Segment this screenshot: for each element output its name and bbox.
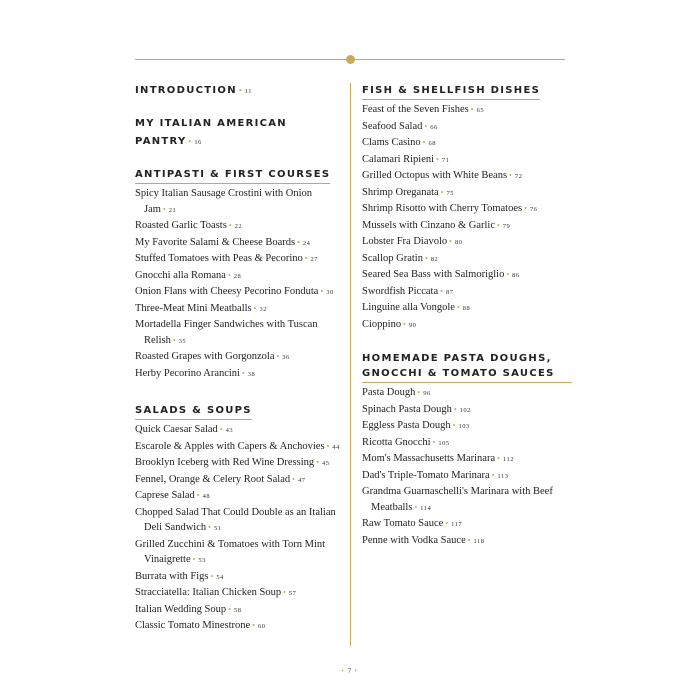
leader-dot: • (497, 454, 500, 463)
recipe-entry[interactable] (135, 218, 340, 235)
leader-dot: • (491, 470, 495, 480)
recipe-title: Swordfish Piccata (362, 285, 439, 297)
leader-dot: • (424, 253, 428, 263)
recipe-page-number: 43 (225, 427, 234, 434)
recipe-title: Caprese Salad (135, 490, 195, 501)
recipe-entry[interactable] (362, 185, 572, 202)
recipe-page-number: 45 (321, 460, 330, 467)
recipe-page-number: 71 (441, 156, 450, 164)
recipe-entry[interactable] (135, 472, 340, 489)
recipe-page-number: 90 (408, 321, 417, 329)
recipe-entry[interactable] (135, 284, 340, 301)
recipe-page-number: 102 (459, 406, 471, 414)
leader-dot: • (509, 171, 512, 180)
recipe-page-number: 58 (233, 606, 242, 614)
leader-dot: • (456, 303, 460, 312)
recipe-title: Feast of the Seven Fishes (362, 104, 469, 115)
leader-dot: • (424, 121, 428, 131)
leader-dot: • (440, 187, 444, 197)
leader-dot: • (283, 588, 286, 597)
leader-dot: • (524, 204, 527, 213)
recipe-entry[interactable] (135, 301, 340, 318)
recipe-entry[interactable] (362, 516, 572, 533)
recipe-entry[interactable] (135, 366, 340, 383)
recipe-page-number: 60 (257, 623, 266, 630)
recipe-page-number: 36 (282, 354, 290, 361)
recipe-page-number: 105 (438, 439, 450, 447)
recipe-title: Mortadella Finger Sandwiches with Tuscan Relish (135, 319, 318, 346)
section-heading-text: HOMEMADE PASTA DOUGHS, GNOCCHI & TOMATO SAUCES (362, 351, 572, 383)
recipe-title: Onion Flans with Cheesy Pecorino Fonduta (135, 286, 319, 297)
leader-dot: • (414, 502, 418, 512)
recipe-page-number: 87 (445, 288, 454, 296)
recipe-page-number: 75 (446, 189, 454, 197)
recipe-title: Grandma Guarnaschelli's Marinara with Beef Meatballs (362, 486, 553, 513)
recipe-page-number: 112 (502, 456, 514, 463)
recipe-entry[interactable] (135, 488, 340, 505)
recipe-title: Penne with Vodka Sauce (362, 534, 466, 546)
recipe-entry[interactable] (362, 468, 572, 485)
recipe-page-number: 113 (497, 472, 509, 480)
section-page-number: 11 (244, 88, 252, 95)
recipe-title: Shrimp Oreganata (362, 186, 439, 198)
recipe-page-number: 51 (213, 525, 222, 532)
recipe-entry[interactable] (362, 451, 572, 468)
leader-dot: • (440, 286, 443, 296)
leader-dot: • (172, 335, 176, 345)
recipe-entry[interactable] (362, 317, 572, 334)
recipe-title: Brooklyn Iceberg with Red Wine Dressing (135, 457, 315, 468)
recipe-page-number: 118 (473, 537, 485, 545)
recipe-title: Spinach Pasta Dough (362, 403, 452, 415)
recipe-entry[interactable] (362, 102, 572, 119)
recipe-title: Raw Tomato Sauce (362, 518, 444, 529)
recipe-page-number: 72 (514, 173, 523, 180)
section-heading (135, 113, 340, 149)
recipe-title: Roasted Garlic Toasts (135, 220, 227, 231)
recipe-page-number: 76 (529, 206, 538, 213)
recipe-title: Grilled Zucchini & Tomatoes with Torn Mint Vinaigrette (135, 538, 326, 565)
recipe-entry[interactable] (362, 402, 572, 419)
section-spacer (135, 151, 340, 164)
section-heading-text: MY ITALIAN AMERICAN PANTRY (135, 118, 287, 147)
leader-dot: • (192, 555, 196, 564)
recipe-title: Ricotta Gnocchi (362, 436, 431, 448)
recipe-page-number: 32 (259, 305, 267, 313)
recipe-title: Roasted Grapes with Gorgonzola (135, 351, 275, 362)
leader-dot: • (219, 425, 223, 434)
recipe-page-number: 47 (297, 476, 306, 484)
recipe-page-number: 82 (430, 255, 439, 263)
leader-dot: • (470, 105, 474, 114)
recipe-title: Spicy Italian Sausage Crostini with Onion Jam (135, 188, 313, 215)
recipe-entry[interactable] (362, 284, 572, 301)
recipe-entry[interactable] (362, 135, 572, 152)
recipe-title: Pasta Dough (362, 387, 416, 398)
section-heading (135, 400, 340, 420)
leader-dot: • (162, 204, 166, 214)
recipe-entry[interactable] (135, 439, 340, 456)
right-column (362, 80, 572, 549)
recipe-entry[interactable] (362, 484, 572, 516)
top-ornament-dot (346, 55, 355, 64)
recipe-title: Grilled Octopus with White Beans (362, 170, 508, 181)
section-heading (135, 80, 340, 98)
recipe-title: Burrata with Figs (135, 570, 209, 582)
leader-dot: • (227, 270, 231, 280)
recipe-entry[interactable] (362, 533, 572, 550)
recipe-entry[interactable] (362, 201, 572, 218)
folio-dot-right: • (354, 667, 358, 675)
leader-dot: • (326, 441, 330, 451)
recipe-entry[interactable] (135, 569, 340, 586)
recipe-title: Eggless Pasta Dough (362, 420, 451, 431)
leader-dot: • (436, 154, 439, 164)
recipe-page-number: 57 (288, 590, 297, 597)
leader-dot: • (228, 604, 231, 614)
recipe-title: Italian Wedding Soup (135, 603, 227, 615)
recipe-page-number: 48 (202, 493, 211, 500)
folio-dot-left: • (341, 667, 345, 675)
recipe-page-number: 86 (512, 272, 520, 279)
leader-dot: • (320, 287, 324, 296)
leader-dot: • (188, 137, 192, 146)
recipe-entry[interactable] (362, 234, 572, 251)
recipe-page-number: 27 (310, 256, 319, 263)
recipe-entry[interactable] (362, 418, 572, 435)
recipe-page-number: 21 (168, 206, 177, 214)
recipe-title: Mussels with Cinzano & Garlic (362, 219, 495, 231)
section-heading (362, 351, 572, 383)
recipe-entry[interactable] (362, 385, 572, 402)
leader-dot: • (241, 368, 245, 378)
leader-dot: • (506, 270, 510, 279)
recipe-title: Three-Meat Mini Meatballs (135, 302, 252, 314)
leader-dot: • (467, 535, 471, 545)
recipe-page-number: 96 (423, 390, 431, 397)
recipe-page-number: 24 (302, 239, 311, 247)
recipe-entry[interactable] (362, 267, 572, 284)
leader-dot: • (403, 319, 406, 329)
recipe-title: Seafood Salad (362, 120, 423, 132)
recipe-entry[interactable] (362, 168, 572, 185)
section-page-number: 16 (194, 139, 202, 146)
leader-dot: • (297, 237, 300, 247)
leader-dot: • (453, 404, 457, 414)
recipe-page-number: 88 (462, 305, 471, 312)
recipe-title: Escarole & Apples with Capers & Anchovies (135, 440, 325, 452)
recipe-page-number: 80 (454, 239, 463, 246)
leader-dot: • (253, 303, 257, 313)
section-spacer (362, 333, 572, 351)
recipe-page-number: 114 (420, 504, 432, 512)
recipe-title: Classic Tomato Minestrone (135, 620, 251, 631)
page-folio (0, 667, 700, 675)
section-heading (135, 164, 340, 184)
recipe-title: Gnocchi alla Romana (135, 269, 226, 281)
leader-dot: • (422, 138, 426, 147)
recipe-title: Shrimp Risotto with Cherry Tomatoes (362, 203, 523, 214)
recipe-entry[interactable] (135, 235, 340, 252)
recipe-entry[interactable] (135, 537, 340, 569)
recipe-title: Chopped Salad That Could Double as an Italian Deli Sandwich (135, 506, 336, 533)
recipe-title: My Favorite Salami & Cheese Boards (135, 236, 296, 248)
recipe-title: Herby Pecorino Arancini (135, 367, 240, 379)
section-heading-text: ANTIPASTI & FIRST COURSES (135, 167, 330, 184)
section-heading-text: FISH & SHELLFISH DISHES (362, 83, 540, 100)
leader-dot: • (445, 519, 449, 528)
leader-dot: • (292, 474, 295, 484)
leader-dot: • (304, 254, 308, 263)
leader-dot: • (432, 437, 436, 447)
recipe-page-number: 30 (326, 289, 334, 296)
recipe-title: Stuffed Tomatoes with Peas & Pecorino (135, 253, 303, 264)
recipe-page-number: 38 (247, 370, 256, 378)
recipe-entry[interactable] (135, 251, 340, 268)
recipe-title: Linguine alla Vongole (362, 302, 455, 313)
recipe-title: Dad's Triple-Tomato Marinara (362, 469, 490, 481)
recipe-title: Stracciatella: Italian Chicken Soup (135, 587, 282, 598)
recipe-entry[interactable] (135, 602, 340, 619)
section-spacer (135, 100, 340, 113)
leader-dot: • (238, 86, 242, 95)
recipe-page-number: 65 (476, 107, 485, 114)
folio-number: 7 (347, 667, 353, 675)
section-spacer (135, 382, 340, 400)
recipe-title: Seared Sea Bass with Salmoriglio (362, 269, 505, 280)
recipe-title: Clams Casino (362, 137, 421, 148)
recipe-entry[interactable] (362, 218, 572, 235)
recipe-title: Quick Caesar Salad (135, 424, 218, 435)
recipe-page-number: 53 (198, 557, 206, 564)
recipe-entry[interactable] (135, 268, 340, 285)
leader-dot: • (210, 571, 214, 581)
column-divider (350, 83, 351, 646)
leader-dot: • (417, 388, 421, 397)
section-heading-text: INTRODUCTION (135, 85, 237, 96)
recipe-entry[interactable] (135, 317, 340, 349)
recipe-page-number: 103 (458, 423, 470, 430)
recipe-entry[interactable] (362, 435, 572, 452)
leader-dot: • (208, 523, 211, 532)
recipe-entry[interactable] (135, 422, 340, 439)
recipe-entry[interactable] (135, 585, 340, 602)
recipe-page-number: 117 (451, 521, 463, 528)
recipe-page-number: 22 (234, 223, 243, 230)
leader-dot: • (452, 421, 456, 430)
recipe-entry[interactable] (362, 152, 572, 169)
recipe-title: Cioppino (362, 318, 402, 330)
recipe-entry[interactable] (362, 119, 572, 136)
recipe-page-number: 66 (430, 123, 438, 131)
recipe-entry[interactable] (135, 455, 340, 472)
recipe-entry[interactable] (362, 251, 572, 268)
leader-dot: • (252, 621, 255, 630)
recipe-title: Mom's Massachusetts Marinara (362, 453, 496, 464)
section-heading (362, 80, 572, 100)
leader-dot: • (196, 491, 200, 500)
leader-dot: • (316, 458, 319, 467)
section-heading-text: SALADS & SOUPS (135, 403, 252, 420)
recipe-page-number: 79 (502, 222, 511, 230)
recipe-entry[interactable] (135, 349, 340, 366)
recipe-title: Fennel, Orange & Celery Root Salad (135, 473, 291, 485)
leader-dot: • (228, 221, 232, 230)
recipe-page-number: 54 (216, 573, 224, 581)
recipe-title: Lobster Fra Diavolo (362, 236, 448, 247)
leader-dot: • (276, 352, 280, 361)
recipe-page-number: 28 (233, 272, 242, 280)
recipe-entry[interactable] (135, 505, 340, 537)
recipe-entry[interactable] (135, 618, 340, 635)
recipe-page-number: 35 (178, 337, 187, 345)
leader-dot: • (449, 237, 452, 246)
recipe-title: Scallop Gratin (362, 252, 423, 264)
recipe-title: Calamari Ripieni (362, 153, 435, 165)
leader-dot: • (496, 220, 500, 230)
recipe-entry[interactable] (135, 186, 340, 218)
recipe-page-number: 44 (332, 443, 340, 451)
recipe-entry[interactable] (362, 300, 572, 317)
recipe-page-number: 68 (428, 140, 436, 147)
left-column (135, 80, 340, 635)
